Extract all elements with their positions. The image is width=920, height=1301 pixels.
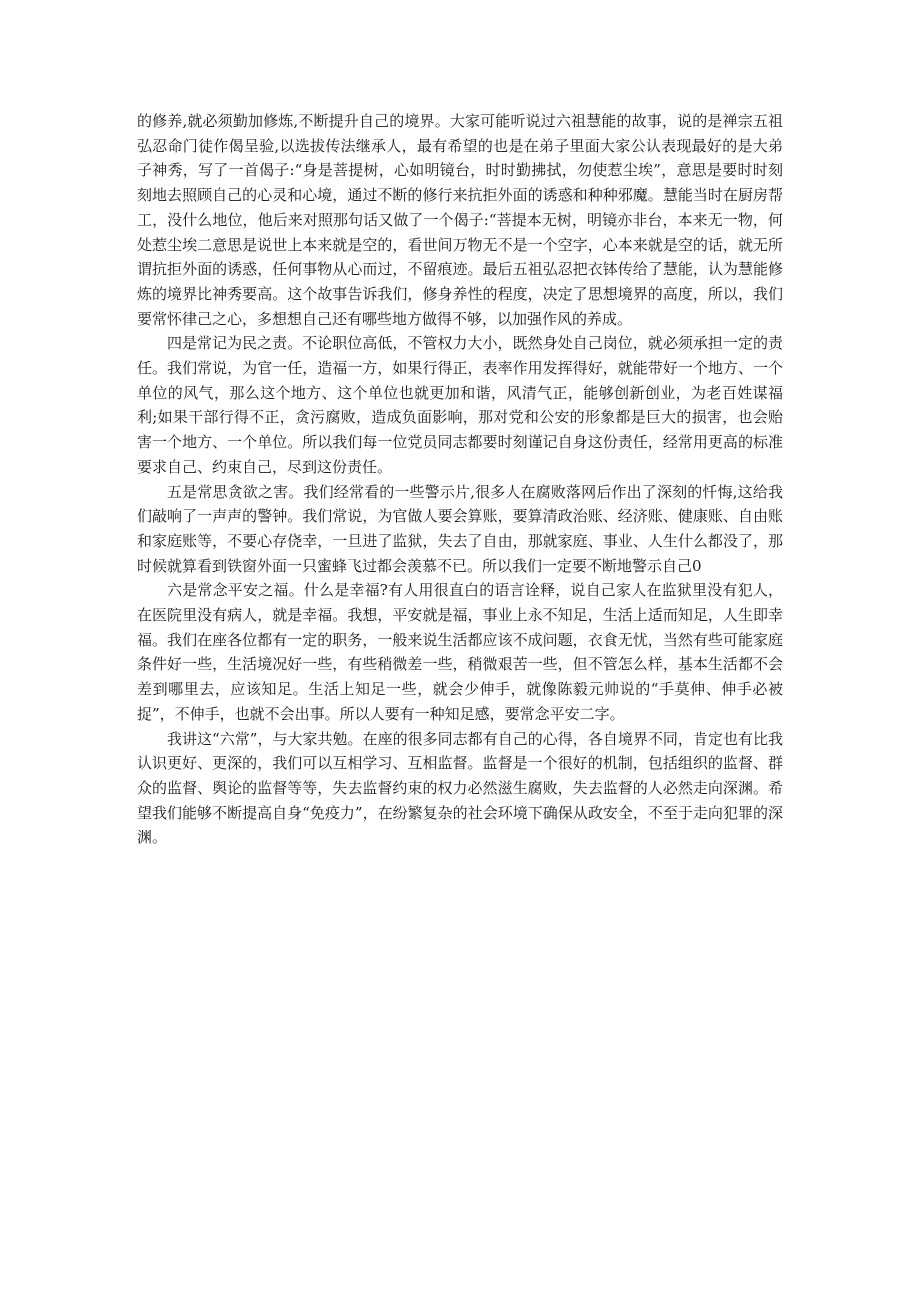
paragraph-3: 五是常思贪欲之害。我们经常看的一些警示片,很多人在腐败落网后作出了深刻的忏悔,这给我们敲响了一声声的警钟。我们常说，为官做人要会算账，要算清政治账、经济账、健康账、自由账和家庭账等，不要心存侥幸，一旦进了监狱，失去了自由，那就家庭、事业、人生什么都没了，那时候就算看到铁窗外面一只蜜蜂飞过都会羡慕不已。所以我们一定要不断地警示自己0 <box>137 482 783 575</box>
paragraph-4: 六是常念平安之福。什么是幸福?有人用很直白的语言诠释，说自己家人在监狱里没有犯人，在医院里没有病人，就是幸福。我想，平安就是福，事业上永不知足，生活上适而知足，人生即幸福。我们在座各位都有一定的职务，一般来说生活都应该不成问题，衣食无忧，当然有些可能家庭条件好一些，生活境况好一些，有些稍微差一些，稍微艰苦一些，但不管怎么样，基本生活都不会差到哪里去，应该知足。生活上知足一些，就会少伸手，就像陈毅元帅说的“手莫伸、伸手必被捉”，不伸手，也就不会出事。所以人要有一种知足感，要常念平安二字。 <box>137 581 783 723</box>
paragraph-1: 的修养,就必须勤加修炼,不断提升自己的境界。大家可能听说过六祖慧能的故事，说的是禅宗五祖弘忍命门徒作偈呈验,以选拔传法继承人，最有希望的也是在弟子里面大家公认表现最好的是大弟子神秀，写了一首偈子:“身是菩提树，心如明镜台，时时勤拂拭，勿使惹尘埃”，意思是要时时刻刻地去照顾自己的心灵和心境，通过不断的修行来抗拒外面的诱惑和种种邪魔。慧能当时在厨房帮工，没什么地位，他后来对照那句话又做了一个偈子:“菩提本无树，明镜亦非台，本来无一物，何处惹尘埃二意思是说世上本来就是空的，看世间万物无不是一个空字，心本来就是空的话，就无所谓抗拒外面的诱惑，任何事物从心而过，不留痕迹。最后五祖弘忍把衣钵传给了慧能，认为慧能修炼的境界比神秀要高。这个故事告诉我们，修身养性的程度，决定了思想境界的高度，所以，我们要常怀律己之心，多想想自己还有哪些地方做得不够，以加强作风的养成。 <box>137 112 783 328</box>
paragraph-2: 四是常记为民之责。不论职位高低，不管权力大小，既然身处自己岗位，就必须承担一定的责任。我们常说，为官一任，造福一方，如果行得正，表率作用发挥得好，就能带好一个地方、一个单位的风气，那么这个地方、这个单位也就更加和谐，风清气正，能够创新创业，为老百姓谋福利;如果干部行得不正，贪污腐败，造成负面影响，那对党和公安的形象都是巨大的损害，也会贻害一个地方、一个单位。所以我们每一位党员同志都要时刻谨记自身这份责任，经常用更高的标准要求自己、约束自己，尽到这份责任。 <box>137 334 783 476</box>
document-body <box>137 109 783 850</box>
paragraph-5: 我讲这“六常”，与大家共勉。在座的很多同志都有自己的心得，各自境界不同，肯定也有比我认识更好、更深的，我们可以互相学习、互相监督。监督是一个很好的机制，包括组织的监督、群众的监督、舆论的监督等等，失去监督约束的权力必然滋生腐败，失去监督的人必然走向深渊。希望我们能够不断提高自身“免疫力”，在纷繁复杂的社会环境下确保从政安全，不至于走向犯罪的深渊。 <box>137 729 783 847</box>
